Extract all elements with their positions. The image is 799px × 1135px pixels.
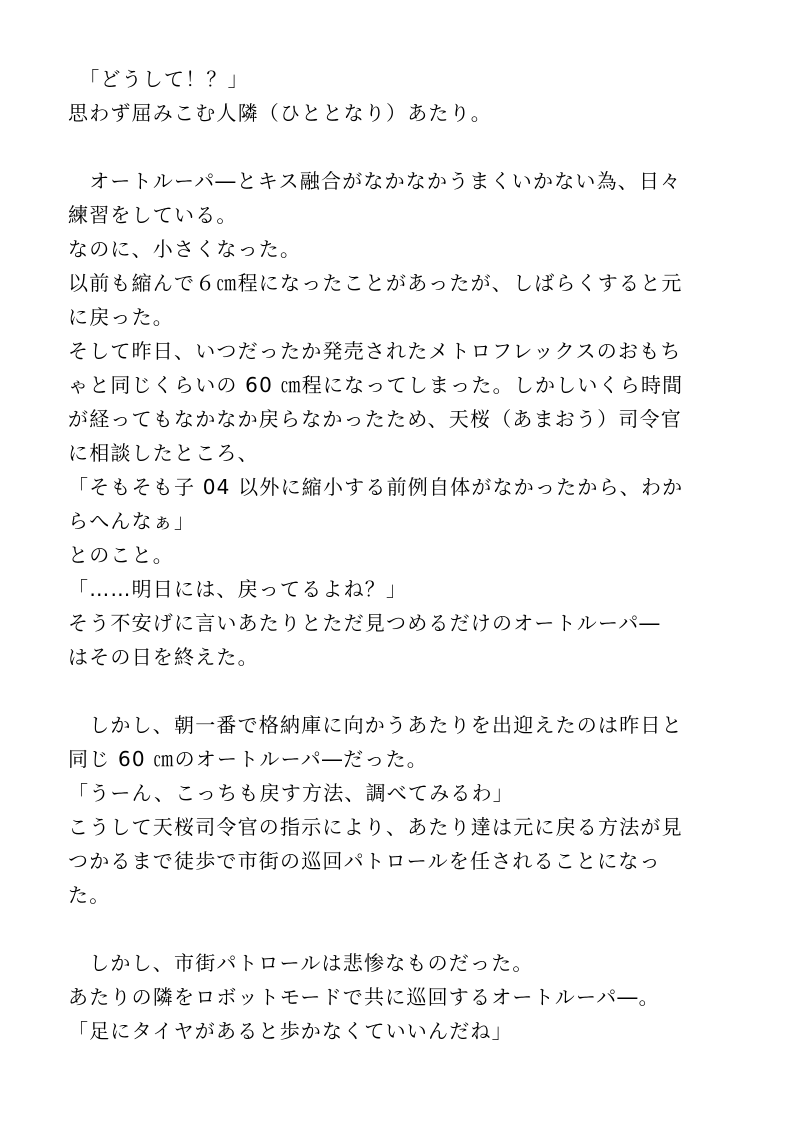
text-line: なのに、小さくなった。 bbox=[68, 237, 302, 261]
text-line: に相談したところ、 bbox=[68, 441, 259, 465]
text-line: 練習をしている。 bbox=[68, 203, 238, 227]
text-line: 「そもそも子 04 以外に縮小する前例自体がなかったから、わか bbox=[68, 475, 684, 499]
text-line: そして昨日、いつだったか発売されたメトロフレックスのおもち bbox=[68, 339, 682, 363]
text-line: が経ってもなかなか戻らなかったため、天桜（あまおう）司令官 bbox=[68, 407, 682, 431]
blank-line bbox=[68, 130, 738, 164]
text-line: 以前も縮んで６㎝程になったことがあったが、しばらくすると元 bbox=[68, 271, 683, 295]
text-line: らへんなぁ」 bbox=[68, 509, 196, 533]
text-line: しかし、市街パトロールは悲惨なものだった。 bbox=[68, 951, 534, 975]
text-line: 「うーん、こっちも戻す方法、調べてみるわ」 bbox=[68, 781, 514, 805]
document-text bbox=[68, 62, 738, 1048]
text-line: 「どうして！？」 bbox=[68, 67, 249, 91]
text-line: ゃと同じくらいの 60 ㎝程になってしまった。しかしいくら時間 bbox=[68, 373, 684, 397]
text-line: しかし、朝一番で格納庫に向かうあたりを出迎えたのは昨日と bbox=[68, 713, 683, 737]
text-line: 思わず屈みこむ人隣（ひととなり）あたり。 bbox=[68, 101, 492, 125]
blank-line bbox=[68, 912, 738, 946]
text-line: た。 bbox=[68, 883, 111, 907]
text-line: に戻った。 bbox=[68, 305, 174, 329]
text-line: そう不安げに言いあたりとただ見つめるだけのオートルーパ― bbox=[68, 611, 661, 635]
text-line: はその日を終えた。 bbox=[68, 645, 259, 669]
text-line: 同じ 60 ㎝のオートルーパ―だった。 bbox=[68, 747, 428, 771]
text-line: あたりの隣をロボットモードで共に巡回するオートルーパ―。 bbox=[68, 985, 660, 1009]
text-line: つかるまで徒歩で市街の巡回パトロールを任されることになっ bbox=[68, 849, 661, 873]
text-line: 「……明日には、戻ってるよね？」 bbox=[68, 577, 408, 601]
text-line: とのこと。 bbox=[68, 543, 174, 567]
text-line: オートルーパ―とキス融合がなかなかうまくいかない為、日々 bbox=[68, 169, 682, 193]
blank-line bbox=[68, 674, 738, 708]
text-line: こうして天桜司令官の指示により、あたり達は元に戻る方法が見 bbox=[68, 815, 683, 839]
text-line: 「足にタイヤがあると歩かなくていいんだね」 bbox=[68, 1019, 513, 1043]
